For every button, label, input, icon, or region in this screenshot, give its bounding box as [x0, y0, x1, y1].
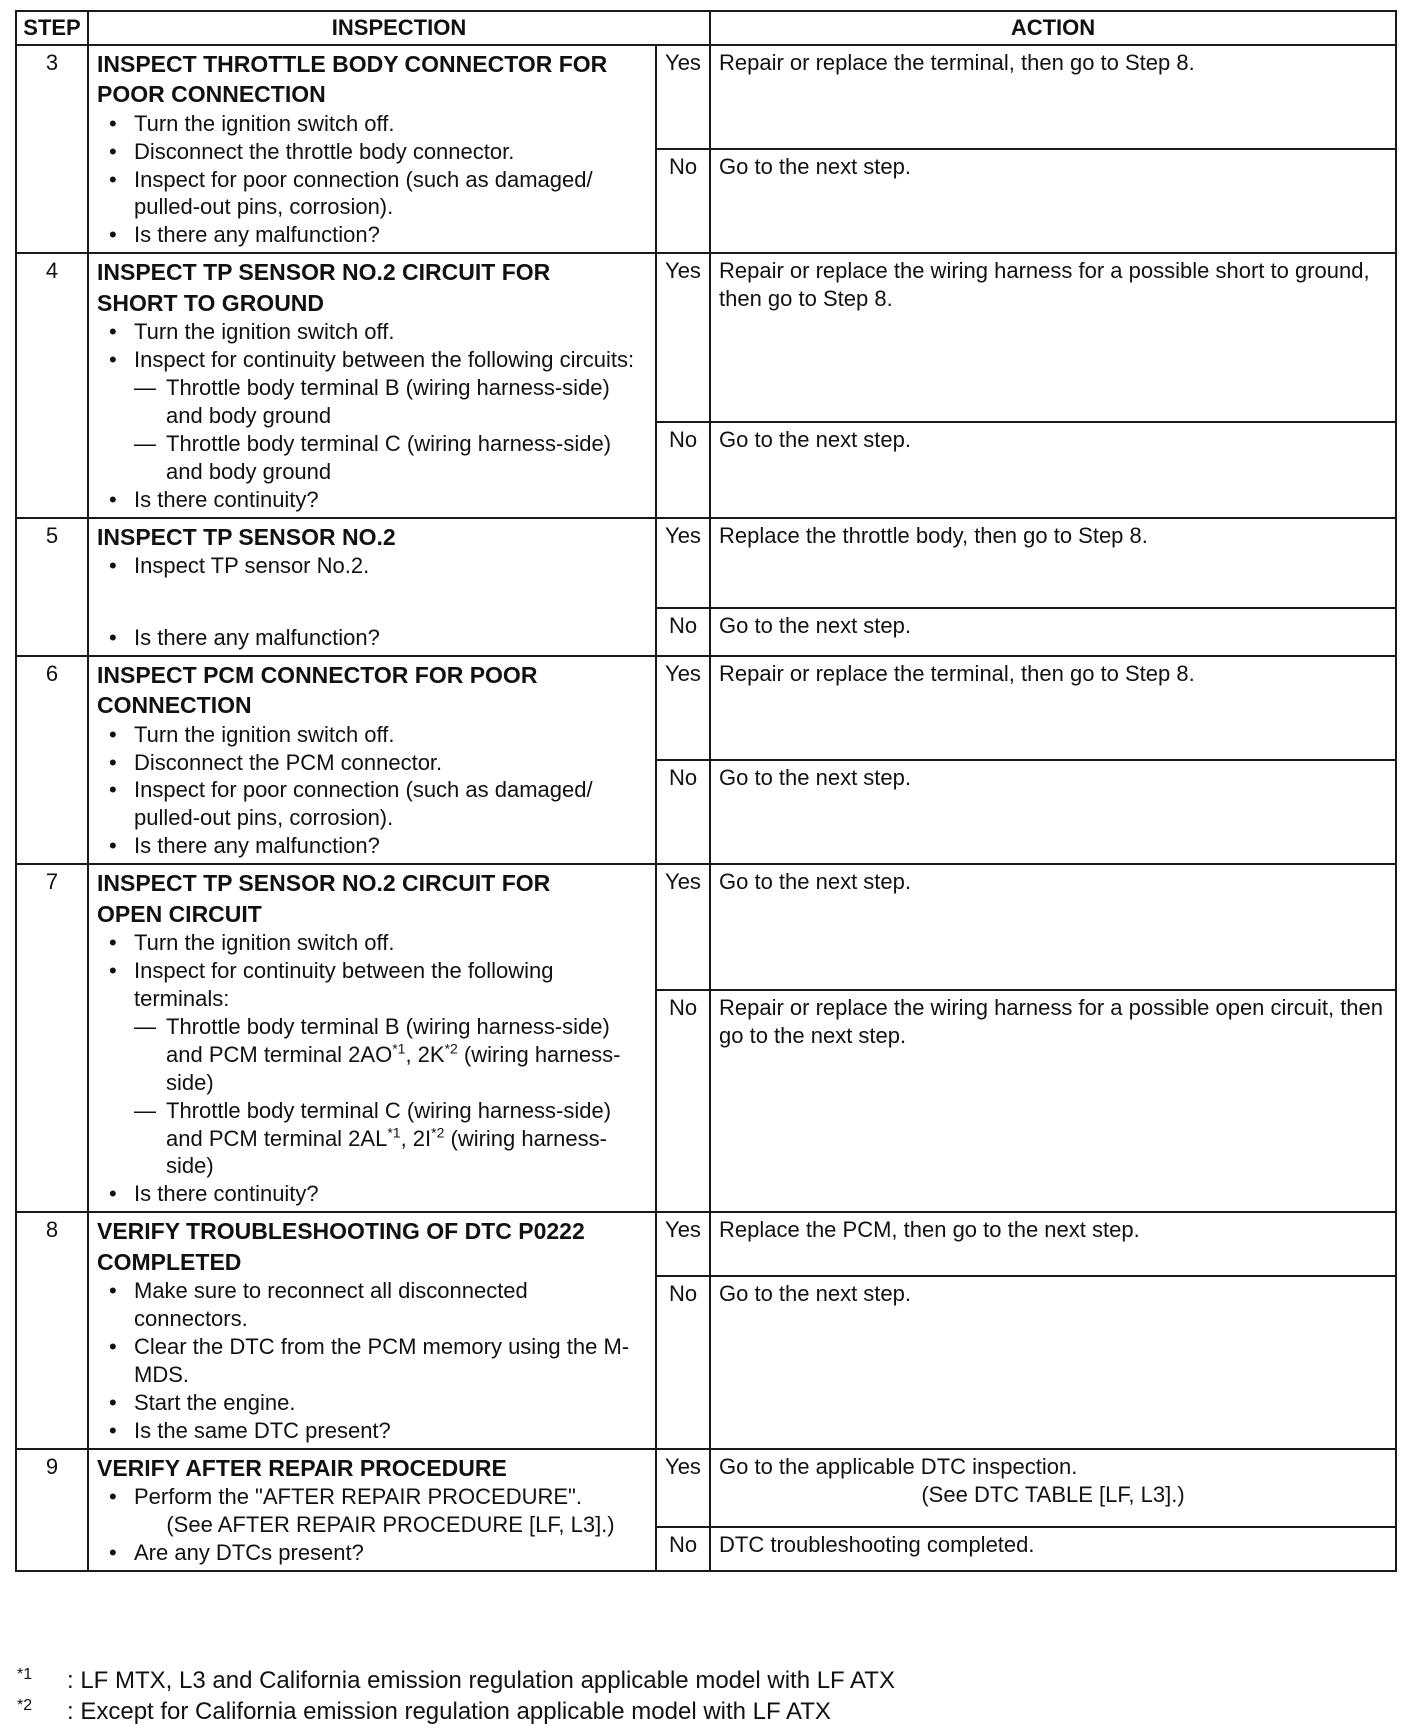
- bullet-item: • Turn the ignition switch off.: [97, 929, 647, 957]
- step-number: 8: [16, 1212, 88, 1448]
- yes-label: Yes: [656, 656, 710, 760]
- bullet-list: [97, 552, 647, 580]
- no-label: No: [656, 760, 710, 864]
- yes-action: Repair or replace the terminal, then go to Step 8.: [710, 656, 1396, 760]
- no-action: Go to the next step.: [710, 608, 1396, 656]
- footnotes: [15, 1665, 1395, 1727]
- bullet-item: • Turn the ignition switch off.: [97, 721, 647, 749]
- inspection-cell: [88, 518, 656, 656]
- dash-item: — Throttle body terminal C (wiring harness-side) and body ground: [134, 430, 647, 486]
- yes-label: Yes: [656, 864, 710, 989]
- bullet-list: [97, 110, 647, 250]
- footnote: [15, 1665, 1395, 1696]
- footnote: [15, 1696, 1395, 1727]
- bullet-list: [97, 1277, 647, 1445]
- yes-action: Go to the next step.: [710, 864, 1396, 989]
- inspection-title: INSPECT TP SENSOR NO.2 CIRCUIT FOR OPEN CIRCUIT: [97, 870, 551, 927]
- bullet-item: • Perform the "AFTER REPAIR PROCEDURE". (See AFTER REPAIR PROCEDURE [LF, L3].): [97, 1483, 647, 1539]
- yes-label: Yes: [656, 1212, 710, 1276]
- troubleshooting-table: [15, 10, 1397, 1572]
- step-number: 7: [16, 864, 88, 1212]
- bullet-item: • Clear the DTC from the PCM memory using the M-MDS.: [97, 1333, 647, 1389]
- bullet-item: • Disconnect the PCM connector.: [97, 749, 647, 777]
- no-label: No: [656, 149, 710, 253]
- dash-item: — Throttle body terminal B (wiring harness-side) and body ground: [134, 374, 647, 430]
- no-action: Go to the next step.: [710, 760, 1396, 864]
- bullet-list: [97, 721, 647, 861]
- inspection-title: VERIFY TROUBLESHOOTING OF DTC P0222 COMPLETED: [97, 1218, 585, 1275]
- bullet-item: • Is the same DTC present?: [97, 1417, 647, 1445]
- yes-label: Yes: [656, 518, 710, 608]
- yes-label: Yes: [656, 45, 710, 149]
- step-row: [16, 656, 1396, 760]
- inspection-cell: [88, 45, 656, 253]
- no-label: No: [656, 608, 710, 656]
- bullet-item: • Inspect for continuity between the following circuits: — Throttle body terminal B (wiring harness-side) and body ground — Throttle body terminal C (wiring harness-side) and body ground: [97, 346, 647, 486]
- step-row: [16, 1212, 1396, 1276]
- yes-label: Yes: [656, 1449, 710, 1527]
- dash-item: — Throttle body terminal C (wiring harness-side) and PCM terminal 2AL$^{*1}$, $2I^{*2}$ (wiring harness-side): [134, 1097, 647, 1181]
- yes-action-cell: [710, 1449, 1396, 1527]
- step-row: [16, 518, 1396, 608]
- bullet-item: • Make sure to reconnect all disconnected connectors.: [97, 1277, 647, 1333]
- yes-action: Repair or replace the terminal, then go to Step 8.: [710, 45, 1396, 149]
- reference-link[interactable]: (See AFTER REPAIR PROCEDURE [LF, L3].): [166, 1512, 615, 1537]
- no-label: No: [656, 1527, 710, 1571]
- yes-label: Yes: [656, 253, 710, 422]
- inspection-cell: [88, 1212, 656, 1448]
- yes-action: Replace the throttle body, then go to Step 8.: [710, 518, 1396, 608]
- footnote-mark: *1: [17, 1666, 33, 1683]
- no-label: No: [656, 422, 710, 517]
- step-row: [16, 45, 1396, 149]
- step-row: [16, 864, 1396, 989]
- inspection-cell: [88, 656, 656, 864]
- bullet-list: [97, 318, 647, 514]
- dash-list: [134, 374, 647, 486]
- no-label: No: [656, 990, 710, 1213]
- bullet-item: • Is there any malfunction?: [97, 221, 647, 249]
- no-action: Go to the next step.: [710, 149, 1396, 253]
- bullet-item: • Are any DTCs present?: [97, 1539, 647, 1567]
- bullet-list: [97, 624, 647, 652]
- bullet-item: • Inspect for continuity between the following terminals: — Throttle body terminal B (wiring harness-side) and PCM terminal 2AO$^{*1}$, $2K^{*2}$ (wiring harness-side) — Throttle body terminal C (wiring harness-side) and PCM terminal 2AL$^{*1}$, $2I^{*2}$ (wiring harness-side): [97, 957, 647, 1181]
- footnote-text: : Except for California emission regulation applicable model with LF ATX: [67, 1698, 831, 1726]
- step-number: 3: [16, 45, 88, 253]
- inspection-title: VERIFY AFTER REPAIR PROCEDURE: [97, 1454, 507, 1481]
- bullet-list: [97, 1483, 647, 1567]
- bullet-item: • Is there continuity?: [97, 1180, 647, 1208]
- header-row: [16, 11, 1396, 45]
- footnote-text: : LF MTX, L3 and California emission regulation applicable model with LF ATX: [67, 1667, 895, 1694]
- bullet-item: • Inspect TP sensor No.2.: [97, 552, 647, 580]
- reference-link[interactable]: (See DTC TABLE [LF, L3].): [921, 1481, 1185, 1507]
- step-row: [16, 1449, 1396, 1527]
- inspection-cell: [88, 864, 656, 1212]
- step-number: 5: [16, 518, 88, 656]
- inspection-title: INSPECT PCM CONNECTOR FOR POOR CONNECTION: [97, 661, 538, 719]
- step-number: 9: [16, 1449, 88, 1571]
- step-number: 6: [16, 656, 88, 864]
- header-inspection: INSPECTION: [88, 11, 710, 45]
- bullet-item: • Start the engine.: [97, 1389, 647, 1417]
- no-action: Go to the next step.: [710, 1276, 1396, 1448]
- bullet-item: • Turn the ignition switch off.: [97, 318, 647, 346]
- header-action: ACTION: [710, 11, 1396, 45]
- inspection-cell: [88, 253, 656, 517]
- yes-action: Repair or replace the wiring harness for a possible short to ground, then go to Step 8.: [710, 253, 1396, 422]
- bullet-item: • Is there any malfunction?: [97, 832, 647, 860]
- inspection-title: INSPECT TP SENSOR NO.2: [97, 523, 396, 550]
- bullet-list: [97, 929, 647, 1208]
- inspection-cell: [88, 1449, 656, 1571]
- step-number: 4: [16, 253, 88, 517]
- no-label: No: [656, 1276, 710, 1448]
- bullet-item: • Is there any malfunction?: [97, 624, 647, 652]
- step-row: [16, 253, 1396, 422]
- yes-action: Go to the applicable DTC inspection.: [719, 1453, 1078, 1479]
- inspection-title: INSPECT TP SENSOR NO.2 CIRCUIT FOR SHORT TO GROUND: [97, 259, 551, 316]
- bullet-item: • Inspect for poor connection (such as damaged/ pulled-out pins, corrosion).: [97, 776, 647, 832]
- no-action: Repair or replace the wiring harness for a possible open circuit, then go to the next step.: [710, 990, 1396, 1213]
- bullet-item: • Turn the ignition switch off.: [97, 110, 647, 138]
- bullet-item: • Inspect for poor connection (such as damaged/ pulled-out pins, corrosion).: [97, 166, 647, 222]
- footnote-mark: *2: [17, 1697, 33, 1715]
- inspection-title: INSPECT THROTTLE BODY CONNECTOR FOR POOR CONNECTION: [97, 50, 608, 108]
- dash-list: [134, 1013, 647, 1181]
- header-step: STEP: [16, 11, 88, 45]
- yes-action: Replace the PCM, then go to the next step.: [710, 1212, 1396, 1276]
- no-action: DTC troubleshooting completed.: [710, 1527, 1396, 1571]
- dash-item: — Throttle body terminal B (wiring harness-side) and PCM terminal 2AO$^{*1}$, $2K^{*2}$ (wiring harness-side): [134, 1013, 647, 1097]
- bullet-item: • Disconnect the throttle body connector.: [97, 138, 647, 166]
- no-action: Go to the next step.: [710, 422, 1396, 517]
- bullet-item: • Is there continuity?: [97, 486, 647, 514]
